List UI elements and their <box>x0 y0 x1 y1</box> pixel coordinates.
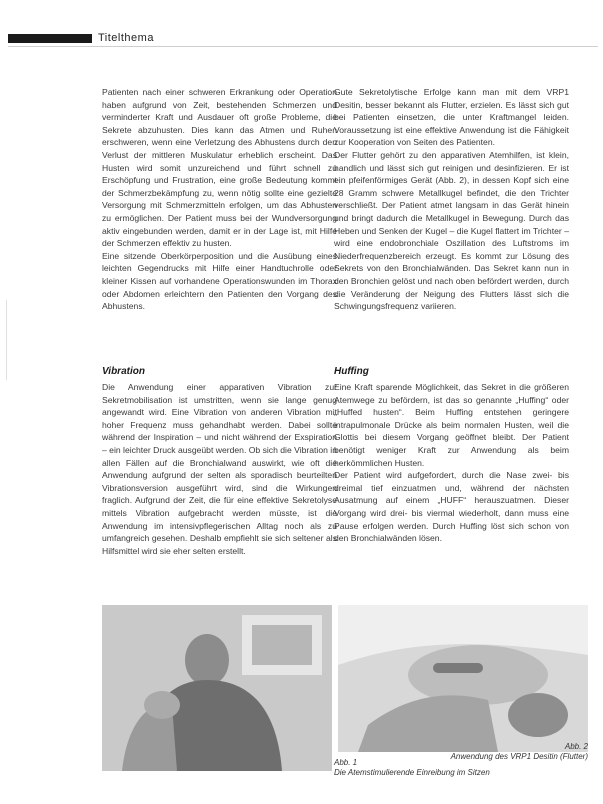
section-title-huffing: Huffing <box>334 366 369 377</box>
figure-1-photo <box>102 605 332 771</box>
figure-1-caption-label: Abb. 1 <box>334 758 358 767</box>
left-section-paragraph-1: Die Anwendung einer apparativen Vibration zur Sekretmobilisation ist umstritten, wenn sie lange genug angewandt wird. Eine Vibration von anderen Vibration mit hoher Frequenz muss gehandhabt werden. Dabei sollte während der Inspiration – und nicht während der Exspiration – ein leichter Druck ausgeübt werden. Ob sich die Vibration in allen Fällen auf die Bronchialwand auswirkt, wie oft die Anwendung aufgrund der selten als sporadisch beurteilten Vibrationsversion ausgeführt wird, sind die Wirkungen fraglich. Aufgrund der Zeit, die für eine effektive Sekretolyse mittels Vibration aufgebracht werden müsste, ist die Anwendung im intensivpflegerischen Alltag noch als zu umfangreich gesehen. Deshalb empfiehlt sie sich seltener als Hilfsmittel wird sie eher selten erstellt. <box>102 382 337 556</box>
right-column <box>334 86 569 313</box>
figure-1-caption-text: Die Atemstimulierende Einreibung im Sitzen <box>334 768 490 777</box>
figure-2-illustration <box>338 605 588 752</box>
right-paragraph-2: Der Flutter gehört zu den apparativen Atemhilfen, ist klein, handlich und lässt sich gut reinigen und desinfizieren. Er ist ein pfeifenförmiges Gerät (Abb. 2), in dessen Kopf sich eine 28 Gramm schwere Metallkugel befindet, die den Trichter verschließt. Der Patient atmet langsam in das Gerät hinein und bringt dadurch die Metallkugel in Bewegung. Durch das Heben und Senken der Kugel – die Kugel flattert im Trichter – wird eine endobronchiale Oszillation des Luftstroms im Niederfrequenzbereich erzeugt. Es kommt zur Lösung des Sekrets von den Bronchialwänden. Das Sekret kann nun in den Bronchien gelöst und nach oben befördert werden, durch die Veränderung der Neigung des Flutters lässt sich die Schwingungsfrequenz variieren. <box>334 149 569 312</box>
figure-1-illustration <box>102 605 332 771</box>
right-section-paragraph-1: Eine Kraft sparende Möglichkeit, das Sekret in die größeren Atemwege zu befördern, ist das so genannte „Huffing“ oder „Huffed husten“. Beim Huffing entstehen geringere intrapulmonale Drücke als beim normalen Husten, weil die Glottis bei diesem Vorgang geöffnet bleibt. Der Patient benötigt weniger Kraft zur Anwendung als beim herkömmlichen Husten. <box>334 382 569 468</box>
left-paragraph-2: Eine sitzende Oberkörperposition und die Ausübung eines leichten Gegendrucks mit Hilfe einer Handtuchrolle oder kleiner Kissen auf vorhandene Operationswunden im Thorax oder Abdomen erleichtern den Patienten den Vorgang des Abhustens. <box>102 250 337 312</box>
right-section-body <box>334 381 569 545</box>
right-section-paragraph-2: Der Patient wird aufgefordert, durch die Nase zwei- bis dreimal tief einzuatmen und, während der nächsten Ausatmung auf einem „HUFF“ herauszuatmen. Dieser Vorgang wird drei- bis viermal wiederholt, dann muss eine Pause erfolgen werden. Durch Huffing löst sich schon von den Bronchialwänden lösen. <box>334 470 569 544</box>
header-color-block <box>8 34 92 43</box>
left-column <box>102 86 337 313</box>
left-paragraph-1: Patienten nach einer schweren Erkrankung oder Operation haben aufgrund von Zeit, bestehenden Schmerzen und verminderter Kraft und Ausdauer oft große Probleme, die Sekrete abzuhusten. Dies kann das Atmen und Ruhen erschweren, wenn eine Verletzung des Abhustens durch den Verlust der mittleren Muskulatur erheblich erscheint. Das Husten wird somit unzureichend und führt schnell zu Erschöpfung und Frustration, eine große Bedeutung kommt der Schmerzbekämpfung zu, wenn nötig sollte eine gezielte Versorgung mit Schmerzmitteln erfolgen, um das Abhusten zu ermöglichen. Der Patient muss bei der Wundversorgung aktiv eingebunden werden, damit er in der Lage ist, mit Hilfe der Schmerzen effektiv zu husten. <box>102 87 337 249</box>
section-label: Titelthema <box>98 32 154 44</box>
left-section-body <box>102 381 337 557</box>
figure-2-caption <box>450 742 588 762</box>
right-paragraph-1: Gute Sekretolytische Erfolge kann man mit dem VRP1 Desitin, besser bekannt als Flutter, erzielen. Es lässt sich gut bei Patienten einsetzen, die unter Kraftmangel leiden. Voraussetzung ist eine effektive Anwendung ist die Fähigkeit zur Kooperation von Seiten des Patienten. <box>334 87 569 148</box>
header-divider <box>8 46 598 47</box>
figure-2-caption-label: Abb. 2 <box>564 742 588 751</box>
figure-2-caption-text: Anwendung des VRP1 Desitin (Flutter) <box>450 752 588 761</box>
figure-2-photo <box>338 605 588 752</box>
section-title-vibration: Vibration <box>102 366 145 377</box>
margin-mark <box>6 300 7 380</box>
